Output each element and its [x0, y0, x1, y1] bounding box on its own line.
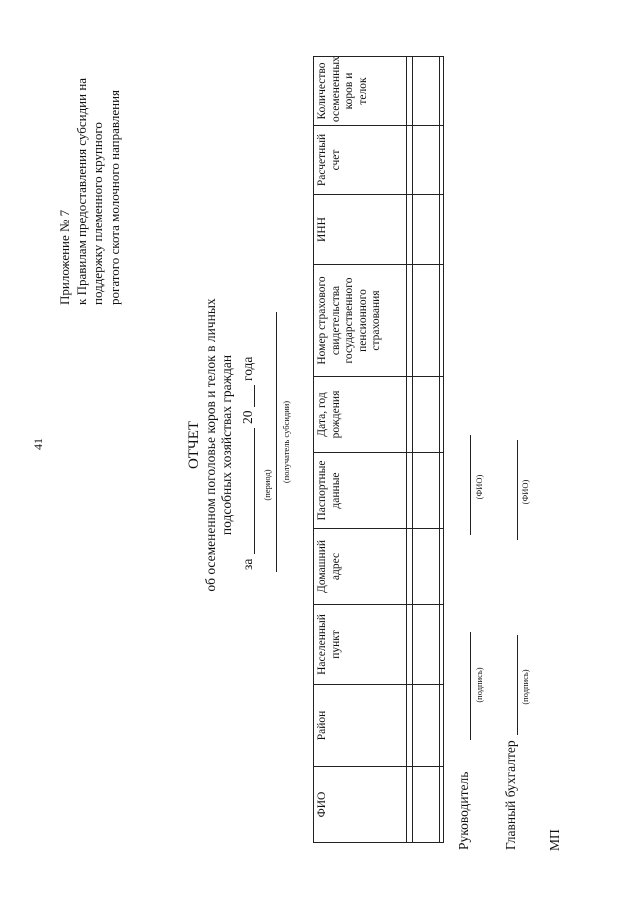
table-row	[440, 57, 444, 843]
period-suffix: года	[240, 356, 255, 381]
period-year-prefix: 20	[240, 410, 255, 424]
head-signature-caption: (подпись)	[474, 667, 484, 703]
table-header-row	[314, 57, 407, 843]
table-cell[interactable]	[413, 685, 440, 767]
head-label: Руководитель	[456, 771, 471, 850]
subtitle-line-2: подсобных хозяйствах граждан	[219, 354, 234, 536]
table-cell[interactable]	[440, 126, 444, 195]
appendix-line-1: Приложение № 7	[57, 209, 72, 305]
appendix-line-3: поддержку племенного крупного	[90, 122, 105, 305]
col-header-fio: ФИО	[314, 767, 407, 843]
head-signature-line[interactable]	[470, 632, 471, 740]
table-cell[interactable]	[440, 57, 444, 126]
accountant-label: Главный бухгалтер	[503, 740, 518, 850]
table-cell[interactable]	[440, 195, 444, 265]
head-name-caption: (ФИО)	[474, 474, 484, 500]
table-cell[interactable]	[440, 685, 444, 767]
appendix-line-4: рогатого скота молочного направления	[106, 89, 122, 305]
table-cell[interactable]	[413, 767, 440, 843]
table-cell[interactable]	[440, 605, 444, 685]
table-cell[interactable]	[440, 265, 444, 377]
table-cell[interactable]	[413, 265, 440, 377]
head-name-line[interactable]	[470, 435, 471, 535]
table-cell[interactable]	[413, 377, 440, 453]
period-prefix: за	[240, 558, 255, 570]
recipient-underline	[276, 312, 277, 572]
col-header-district: Район	[314, 685, 407, 767]
year-underline	[254, 385, 255, 407]
table-cell[interactable]	[413, 605, 440, 685]
stamp-label: МП	[547, 829, 562, 851]
table-cell[interactable]	[440, 377, 444, 453]
col-header-inn: ИНН	[314, 195, 407, 265]
page-number: 41	[31, 438, 45, 450]
col-header-insurance-number: Номер страхового свидетельства государственного пенсионного страхования	[314, 265, 407, 377]
appendix-header	[57, 5, 123, 305]
col-header-birth-date: Дата, год рождения	[314, 377, 407, 453]
col-header-home-address: Домашний адрес	[314, 529, 407, 605]
table-cell[interactable]	[413, 195, 440, 265]
table-cell[interactable]	[413, 57, 440, 126]
subtitle-line-1: об осемененном поголовье коров и телок в личных	[203, 298, 218, 592]
col-header-passport: Паспортные данные	[314, 453, 407, 529]
appendix-line-2: к Правилам предоставления субсидии на	[73, 77, 89, 305]
table-cell[interactable]	[440, 453, 444, 529]
accountant-signature-line[interactable]	[517, 635, 518, 735]
accountant-name-line[interactable]	[517, 440, 518, 540]
table-cell[interactable]	[413, 529, 440, 605]
table-cell[interactable]	[413, 126, 440, 195]
col-header-account: Расчетный счет	[314, 126, 407, 195]
table-cell[interactable]	[440, 767, 444, 843]
accountant-signature-caption: (подпись)	[520, 669, 530, 705]
report-table	[313, 56, 444, 843]
table-cell[interactable]	[413, 453, 440, 529]
report-title: ОТЧЕТ	[186, 420, 202, 470]
report-subtitle	[203, 225, 235, 665]
period-caption: (период)	[262, 469, 272, 501]
recipient-caption: (получатель субсидии)	[281, 400, 291, 484]
accountant-name-caption: (ФИО)	[520, 479, 530, 505]
col-header-count: Количество осемененных коров и телок	[314, 57, 407, 126]
table-row	[413, 57, 440, 843]
table-cell[interactable]	[440, 529, 444, 605]
period-underline	[254, 428, 255, 554]
col-header-settlement: Населенный пункт	[314, 605, 407, 685]
